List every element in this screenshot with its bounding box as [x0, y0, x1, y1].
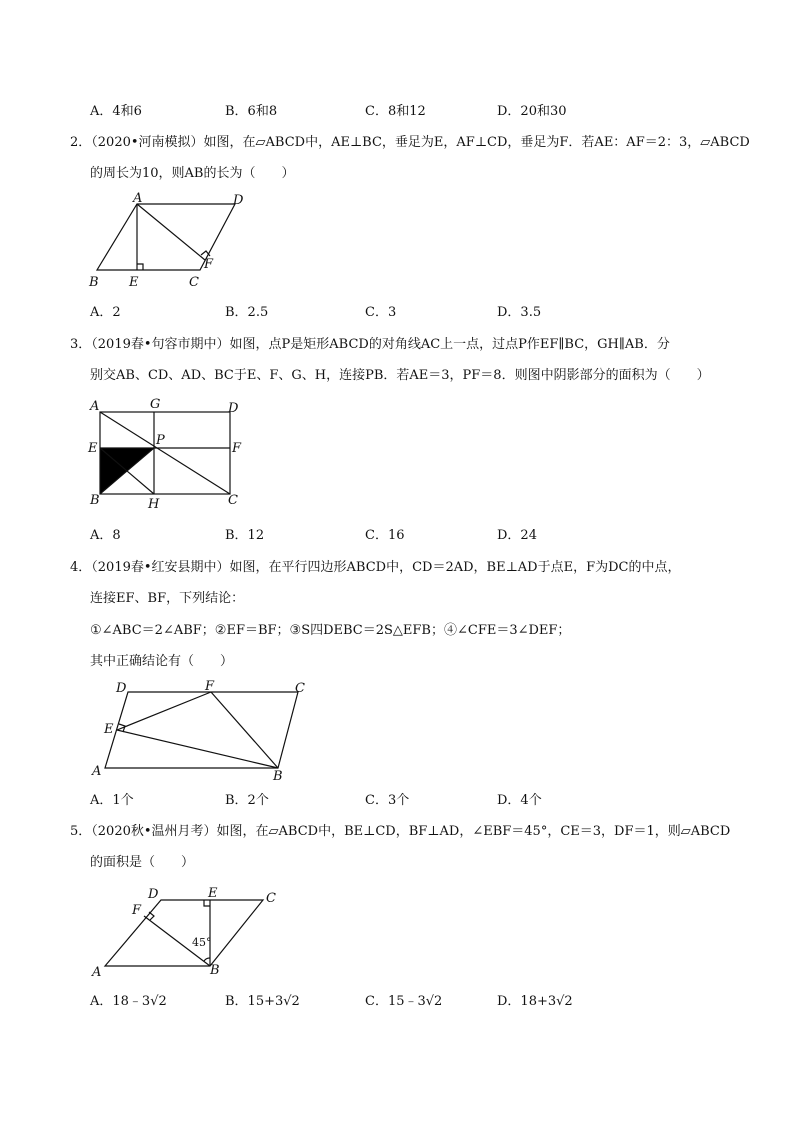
- q1-option-c: C．8和12: [365, 104, 426, 119]
- q4-segment-fb: [211, 692, 278, 768]
- q3-stem-line2: 别交AB、CD、AD、BC于E、F、G、H，连接PB．若AE＝3，PF＝8．则图中阴影部分的面积为（ ）: [90, 368, 710, 383]
- q5-option-d: D．18+3√2: [497, 994, 573, 1009]
- q2-label-b: B: [89, 275, 99, 290]
- q4-stem-line1: 4．（2019春•红安县期中）如图，在平行四边形ABCD中，CD＝2AD，BE⊥AD于点E，F为DC的中点，: [70, 560, 681, 575]
- q2-right-angle-e: [137, 264, 143, 270]
- q4-option-b: B．2个: [225, 793, 269, 808]
- q5-parallelogram: [105, 900, 263, 966]
- q1-option-a: A．4和6: [90, 104, 142, 119]
- q4-parallelogram: [105, 692, 298, 768]
- q4-label-c: C: [295, 681, 305, 696]
- q3-label-a: A: [90, 399, 100, 414]
- q5-option-c: C．15﹣3√2: [365, 994, 443, 1009]
- q4-option-a: A．1个: [90, 793, 134, 808]
- q5-label-f: F: [132, 903, 142, 918]
- q3-label-g: G: [150, 397, 161, 412]
- q4-segment-eb: [117, 730, 278, 768]
- q3-stem-line1: 3．（2019春•句容市期中）如图，点P是矩形ABCD的对角线AC上一点，过点P作EF∥BC，GH∥AB．分: [70, 337, 670, 352]
- q4-option-d: D．4个: [497, 793, 542, 808]
- q5-stem-line2: 的面积是（ ）: [90, 855, 195, 870]
- q3-label-d: D: [228, 401, 239, 416]
- q5-stem-line1: 5．（2020秋•温州月考）如图，在▱ABCD中，BE⊥CD，BF⊥AD，∠EBF＝45°，CE＝3，DF＝1，则▱ABCD: [70, 824, 731, 839]
- q3-option-c: C．16: [365, 528, 405, 543]
- q3-option-d: D．24: [497, 528, 537, 543]
- q3-label-f: F: [232, 441, 242, 456]
- q5-figure: [88, 884, 288, 982]
- q2-stem-line1: 2．（2020•河南模拟）如图，在▱ABCD中，AE⊥BC，垂足为E，AF⊥CD，垂足为F．若AE：AF＝2：3，▱ABCD: [70, 135, 750, 150]
- q3-label-h: H: [148, 497, 160, 512]
- q4-stem-line2: 连接EF、BF，下列结论：: [90, 591, 245, 606]
- q5-label-a: A: [92, 965, 102, 980]
- q3-label-e: E: [88, 441, 98, 456]
- q4-stem-line4: 其中正确结论有（ ）: [90, 654, 234, 669]
- q4-label-b: B: [273, 769, 283, 784]
- q4-label-a: A: [92, 764, 102, 779]
- q3-option-a: A．8: [90, 528, 121, 543]
- q5-right-angle-f: [149, 912, 154, 920]
- q2-option-a: A．2: [90, 305, 121, 320]
- q3-option-b: B．12: [225, 528, 265, 543]
- q5-angle-arc: [204, 958, 210, 961]
- q5-option-a: A．18﹣3√2: [90, 994, 167, 1009]
- q2-label-e: E: [129, 275, 139, 290]
- q2-segment-af: [137, 204, 205, 260]
- q5-label-e: E: [208, 886, 218, 901]
- q2-figure: [85, 192, 260, 292]
- q3-figure: [84, 394, 249, 514]
- q2-option-b: B．2.5: [225, 305, 269, 320]
- q4-label-d: D: [116, 681, 127, 696]
- q1-option-b: B．6和8: [225, 104, 278, 119]
- q3-label-c: C: [228, 493, 238, 508]
- q5-label-b: B: [210, 963, 220, 978]
- q2-option-d: D．3.5: [497, 305, 542, 320]
- q3-label-b: B: [90, 493, 100, 508]
- q4-label-f: F: [205, 679, 215, 694]
- q5-label-c: C: [266, 891, 276, 906]
- q2-label-d: D: [233, 193, 244, 208]
- q4-label-e: E: [104, 722, 114, 737]
- q4-stem-line3: ①∠ABC＝2∠ABF；②EF＝BF；③S四DEBC＝2S△EFB；④∠CFE＝3∠DEF；: [90, 623, 571, 638]
- q4-option-c: C．3个: [365, 793, 410, 808]
- q3-label-p: P: [156, 433, 165, 448]
- q2-label-a: A: [133, 192, 143, 206]
- q2-right-angle-f: [201, 251, 210, 256]
- q2-label-f: F: [204, 257, 214, 272]
- q2-parallelogram: [97, 204, 235, 270]
- q1-option-d: D．20和30: [497, 104, 567, 119]
- q2-option-c: C．3: [365, 305, 397, 320]
- q5-label-d: D: [148, 887, 159, 902]
- q4-segment-ef: [117, 692, 211, 730]
- q5-option-b: B．15+3√2: [225, 994, 300, 1009]
- q4-figure: [88, 676, 318, 786]
- q5-angle-label: 45°: [192, 936, 212, 949]
- q2-label-c: C: [189, 275, 199, 290]
- q2-stem-line2: 的周长为10，则AB的长为（ ）: [90, 166, 295, 181]
